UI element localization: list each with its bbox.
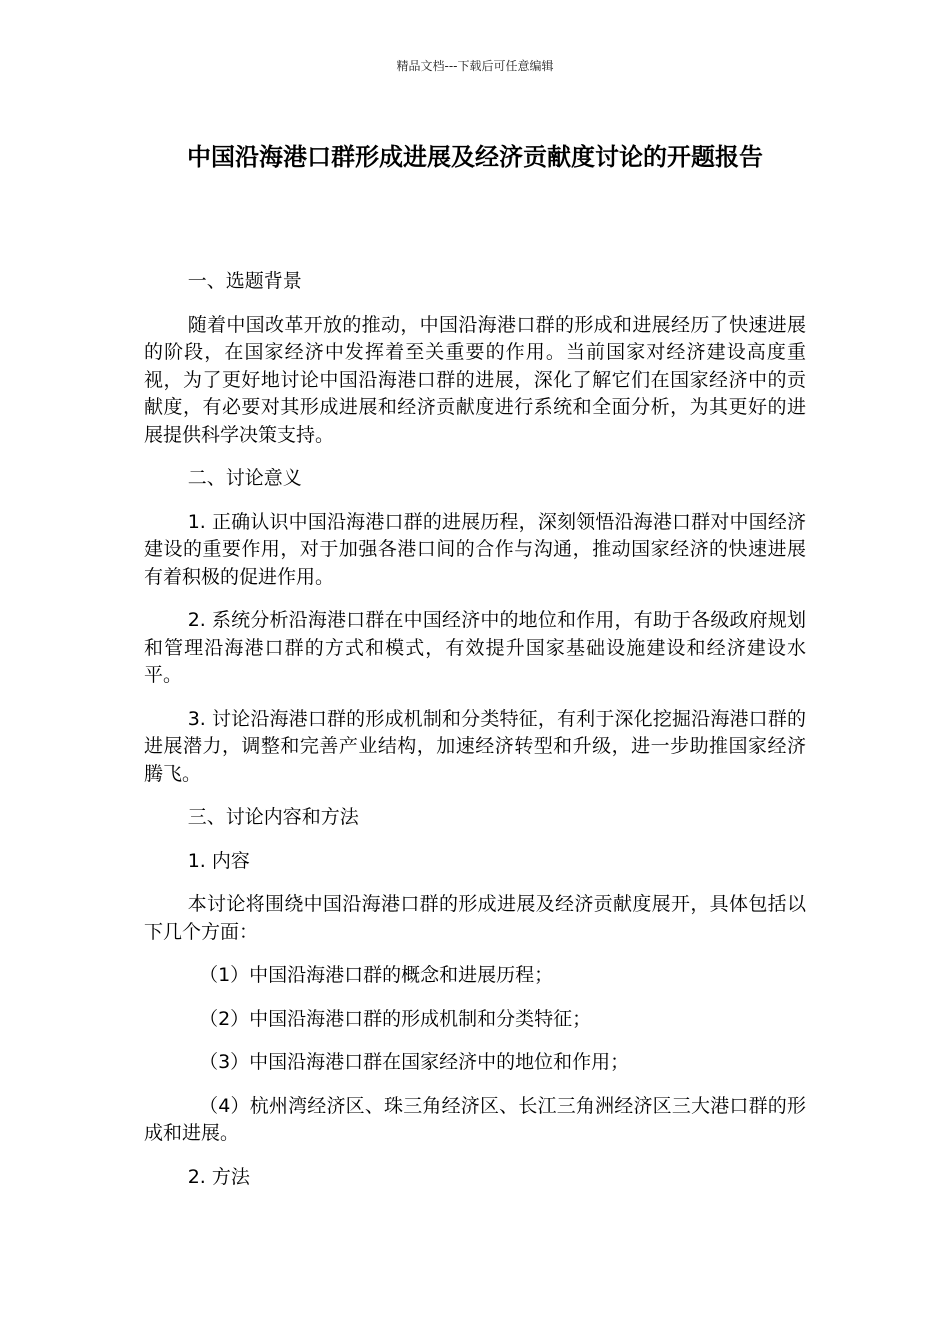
list-item-2: （2）中国沿海港口群的形成机制和分类特征； — [199, 1007, 592, 1030]
paragraph-significance-3: 3. 讨论沿海港口群的形成机制和分类特征，有利于深化挖掘沿海港口群的进展潜力，调整和完善产业结构，加速经济转型和升级，进一步助推国家经济腾飞。 — [144, 707, 806, 785]
paragraph-background: 随着中国改革开放的推动，中国沿海港口群的形成和进展经历了快速进展的阶段，在国家经济中发挥着至关重要的作用。当前国家对经济建设高度重视，为了更好地讨论中国沿海港口群的进展，深化了解它们在国家经济中的贡献度，有必要对其形成进展和经济贡献度进行系统和全面分析，为其更好的进展提供科学决策支持。 — [144, 313, 806, 446]
paragraph-significance-1: 1. 正确认识中国沿海港口群的进展历程，深刻领悟沿海港口群对中国经济建设的重要作用，对于加强各港口间的合作与沟通，推动国家经济的快速进展有着积极的促进作用。 — [144, 510, 806, 588]
section-heading-content-method: 三、讨论内容和方法 — [187, 806, 359, 828]
section-heading-significance: 二、讨论意义 — [187, 467, 302, 489]
list-item-4: （4）杭州湾经济区、珠三角经济区、长江三角洲经济区三大港口群的形成和进展。 — [144, 1094, 806, 1144]
list-item-1: （1）中国沿海港口群的概念和进展历程； — [199, 964, 554, 986]
list-item-3: （3）中国沿海港口群在国家经济中的地位和作用； — [199, 1051, 630, 1073]
subheading-method: 2. 方法 — [187, 1165, 250, 1188]
document-body — [144, 268, 806, 1207]
paragraph-significance-2: 2. 系统分析沿海港口群在中国经济中的地位和作用，有助于各级政府规划和管理沿海港口群的方式和模式，有效提升国家基础设施建设和经济建设水平。 — [144, 609, 806, 686]
document-title: 中国沿海港口群形成进展及经济贡献度讨论的开题报告 — [187, 143, 763, 171]
subheading-content: 1. 内容 — [187, 849, 250, 872]
page-header: 精品文档---下载后可任意编辑 — [396, 59, 554, 73]
paragraph-content-intro: 本讨论将围绕中国沿海港口群的形成进展及经济贡献度展开，具体包括以下几个方面： — [144, 893, 806, 943]
section-heading-background: 一、选题背景 — [187, 270, 302, 292]
